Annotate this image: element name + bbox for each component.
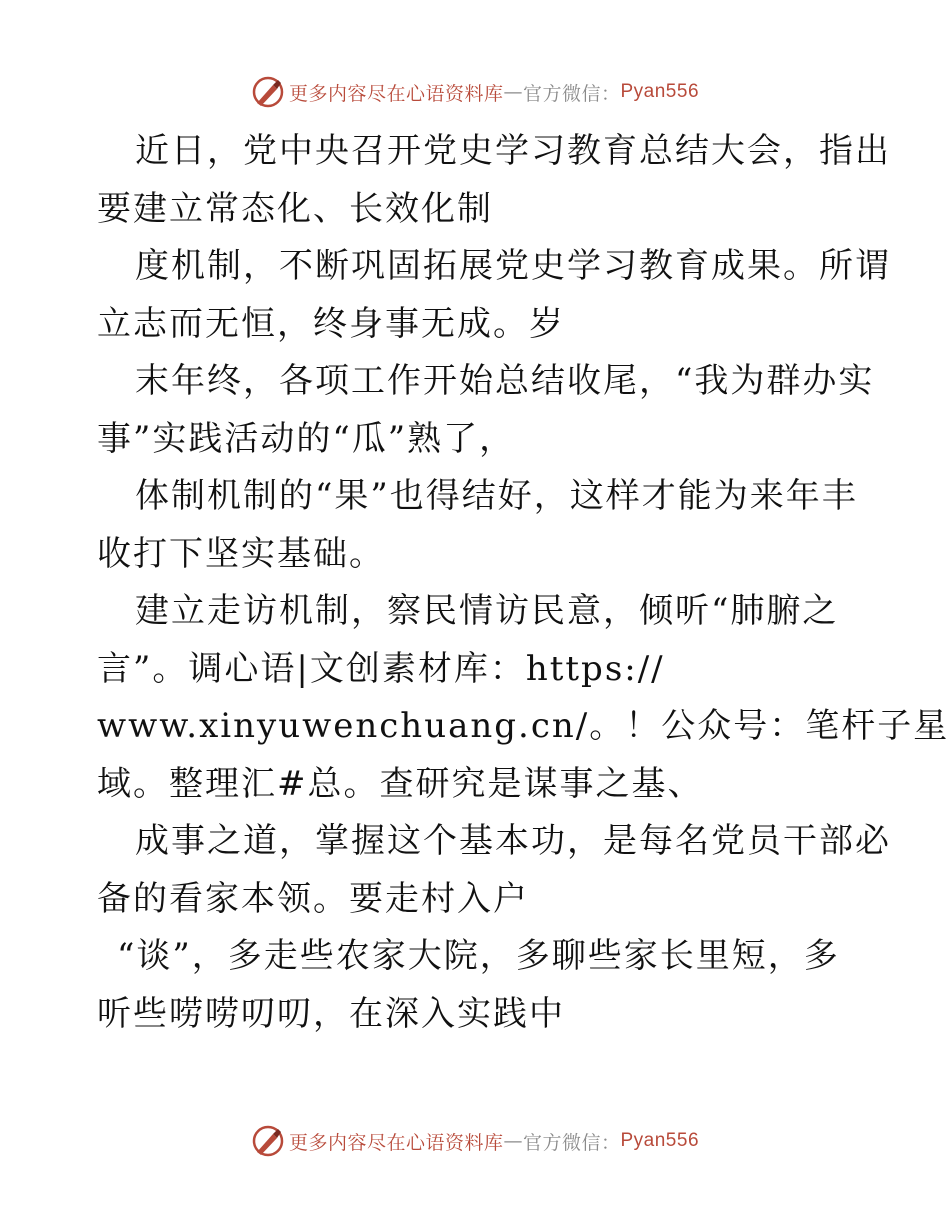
paragraph-7 [97,928,857,1043]
banner-wechat-id: Pyan556 [620,81,700,102]
paragraph-line: 域。整理汇#总。查研究是谋事之基、 [97,763,704,804]
paragraph-line: 立志而无恒，终身事无成。岁 [97,303,565,344]
paragraph-line: 要建立常态化、长效化制 [97,188,493,229]
pen-logo-icon [251,1124,285,1158]
paragraph-line: 末年终，各项工作开始总结收尾，“我为群办实 [135,361,875,401]
paragraph-6 [97,813,891,928]
paragraph-5 [97,583,950,813]
paragraph-line: 言”。调心语|文创素材库：https:// [97,648,665,689]
paragraph-line: 建立走访机制，察民情访民意，倾听“肺腑之 [135,591,839,631]
banner-wechat-label: 官方微信： [522,1131,621,1154]
banner-separator: — [503,81,523,103]
paragraph-line: 度机制，不断巩固拓展党史学习教育成果。所谓 [135,246,891,286]
paragraph-line: 体制机制的“果”也得结好，这样才能为来年丰 [135,476,858,516]
pen-logo-icon [251,75,285,109]
paragraph-line: 事”实践活动的“瓜”熟了， [97,418,516,459]
paragraph-line: 收打下坚实基础。 [97,533,385,574]
banner-site-text: 更多内容尽在心语资料库 [288,1131,504,1154]
banner-site-text: 更多内容尽在心语资料库 [288,82,504,105]
paragraph-1 [97,123,891,238]
paragraph-4 [97,468,857,583]
paragraph-3 [97,353,875,468]
paragraph-line: 听些唠唠叨叨，在深入实践中 [97,993,565,1034]
paragraph-line: “谈”，多走些农家大院，多聊些家长里短，多 [117,936,840,976]
footer-banner [0,1121,950,1161]
paragraph-line: 近日，党中央召开党史学习教育总结大会，指出 [135,131,891,171]
banner-wechat-id: Pyan556 [620,1130,700,1151]
paragraph-line: 成事之道，掌握这个基本功，是每名党员干部必 [135,821,891,861]
document-body [97,123,950,1043]
paragraph-line: www.xinyuwenchuang.cn/。！公众号：笔杆子星 [97,706,950,746]
header-banner [0,72,950,112]
paragraph-line: 备的看家本领。要走村入户 [97,878,529,919]
banner-separator: — [503,1130,523,1152]
banner-wechat-label: 官方微信： [522,82,621,105]
paragraph-2 [97,238,891,353]
